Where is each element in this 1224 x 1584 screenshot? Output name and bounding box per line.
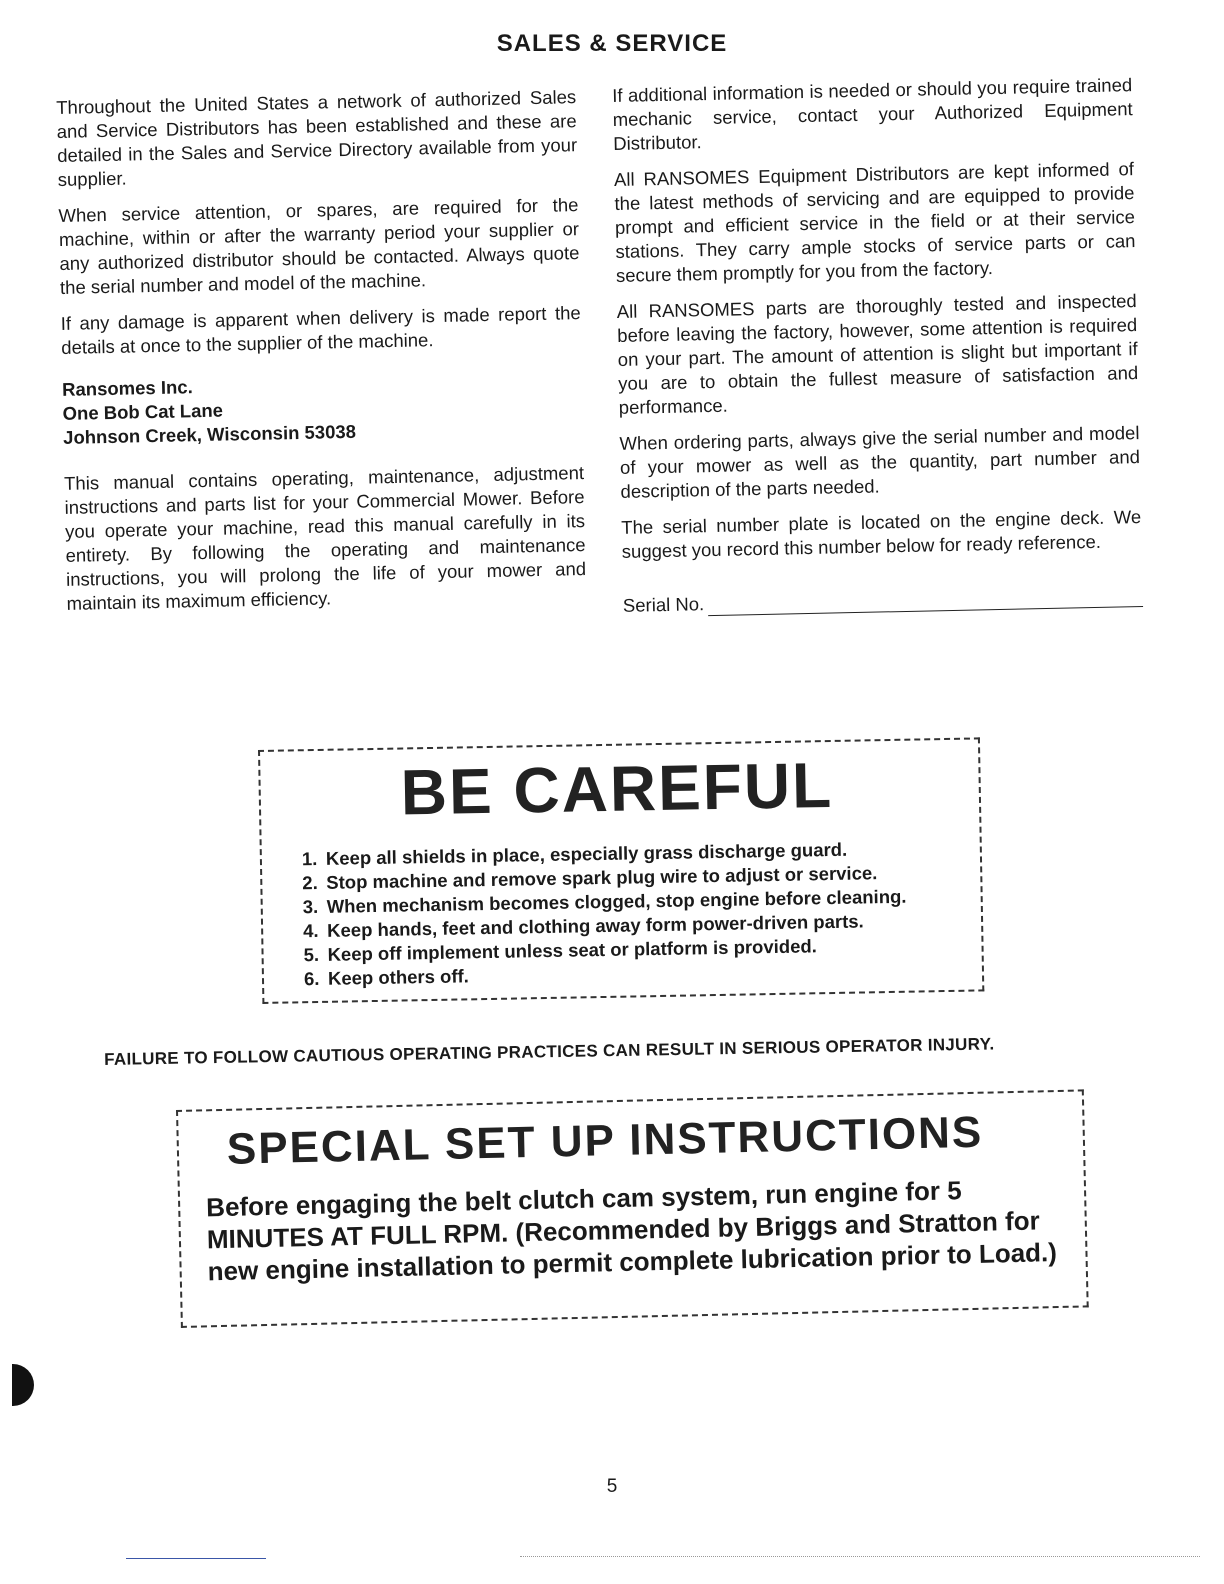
safety-item: 2. Stop machine and remove spark plug wire to adjust or service. (302, 862, 878, 894)
paragraph-damage-report: If any damage is apparent when delivery is made report the details at once to the supplier of the machine. (60, 302, 581, 358)
paragraph-service-attention: When service attention, or spares, are required for the machine, within or after the warranty period your supplier or any authorized distributor should be contacted. Always quote the serial number and model of the machine. (58, 194, 580, 298)
serial-number-field (623, 583, 1143, 618)
special-setup-heading: SPECIAL SET UP INSTRUCTIONS (226, 1107, 984, 1174)
be-careful-heading: BE CAREFUL (400, 748, 834, 829)
be-careful-box (258, 737, 984, 1004)
scan-hole-mark (12, 1364, 34, 1406)
address-line-street: One Bob Cat Lane (62, 399, 224, 424)
page-number: 5 (606, 1476, 618, 1497)
safety-item: 3. When mechanism becomes clogged, stop engine before cleaning. (302, 885, 907, 918)
safety-item: 1. Keep all shields in place, especially grass discharge guard. (301, 838, 848, 870)
paragraph-serial-plate: The serial number plate is located on the engine deck. We suggest you record this number below for ready reference. (621, 506, 1142, 562)
scan-edge-line (126, 1558, 266, 1559)
page-title: SALES & SERVICE (496, 30, 728, 57)
paragraph-ordering-parts: When ordering parts, always give the serial number and model of your mower as well as the quantity, part number and description of the parts needed. (619, 422, 1141, 502)
paragraph-distributor-network: Throughout the United States a network of authorized Sales and Service Distributors has been established and these are detailed in the Sales and Service Directory available from your supplier. (56, 86, 578, 190)
serial-number-blank (708, 588, 1143, 616)
serial-number-label: Serial No. (622, 593, 705, 616)
paragraph-manual-contents: This manual contains operating, maintenance, adjustment instructions and parts list for your Commercial Mower. Before you operate your machine, read this manual carefully in its entirety. By following the operating and maintenance instructions, you will prolong the life of your mower and maintain its maximum efficiency. (63, 462, 587, 614)
company-address (62, 367, 583, 450)
safety-item: 5. Keep off implement unless seat or platform is provided. (303, 935, 818, 966)
operator-injury-warning: FAILURE TO FOLLOW CAUTIOUS OPERATING PRACTICES CAN RESULT IN SERIOUS OPERATOR INJURY. (104, 1034, 995, 1069)
safety-list (302, 837, 908, 992)
left-column (56, 85, 587, 628)
address-line-city: Johnson Creek, Wisconsin 53038 (62, 420, 357, 448)
scan-edge-dots (520, 1556, 1200, 1557)
special-setup-text: Before engaging the belt clutch cam system, run engine for 5 MINUTES AT FULL RPM. (Recommended by Briggs and Stratton for new engine installation to permit complete lubrication prior to Load.) (205, 1175, 1058, 1287)
safety-item: 4. Keep hands, feet and clothing away form power-driven parts. (302, 910, 864, 942)
special-setup-box (176, 1089, 1089, 1328)
right-column (612, 73, 1143, 618)
paragraph-distributors-informed: All RANSOMES Equipment Distributors are kept informed of the latest methods of servicing and are equipped to provide prompt and efficient service in the field or at their service stations. They carry ample stocks of service parts or can secure them promptly for you from the factory. (613, 158, 1136, 286)
safety-item: 6. Keep others off. (303, 965, 469, 990)
paragraph-parts-tested: All RANSOMES parts are thoroughly tested and inspected before leaving the factory, however, some attention is required on your part. The amount of attention is slight but important if you are to obtain the fullest measure of satisfaction and performance. (616, 290, 1139, 418)
address-line-company: Ransomes Inc. (61, 376, 193, 400)
paragraph-additional-info: If additional information is needed or should you require trained mechanic service, contact your Authorized Equipment Distributor. (612, 74, 1133, 154)
